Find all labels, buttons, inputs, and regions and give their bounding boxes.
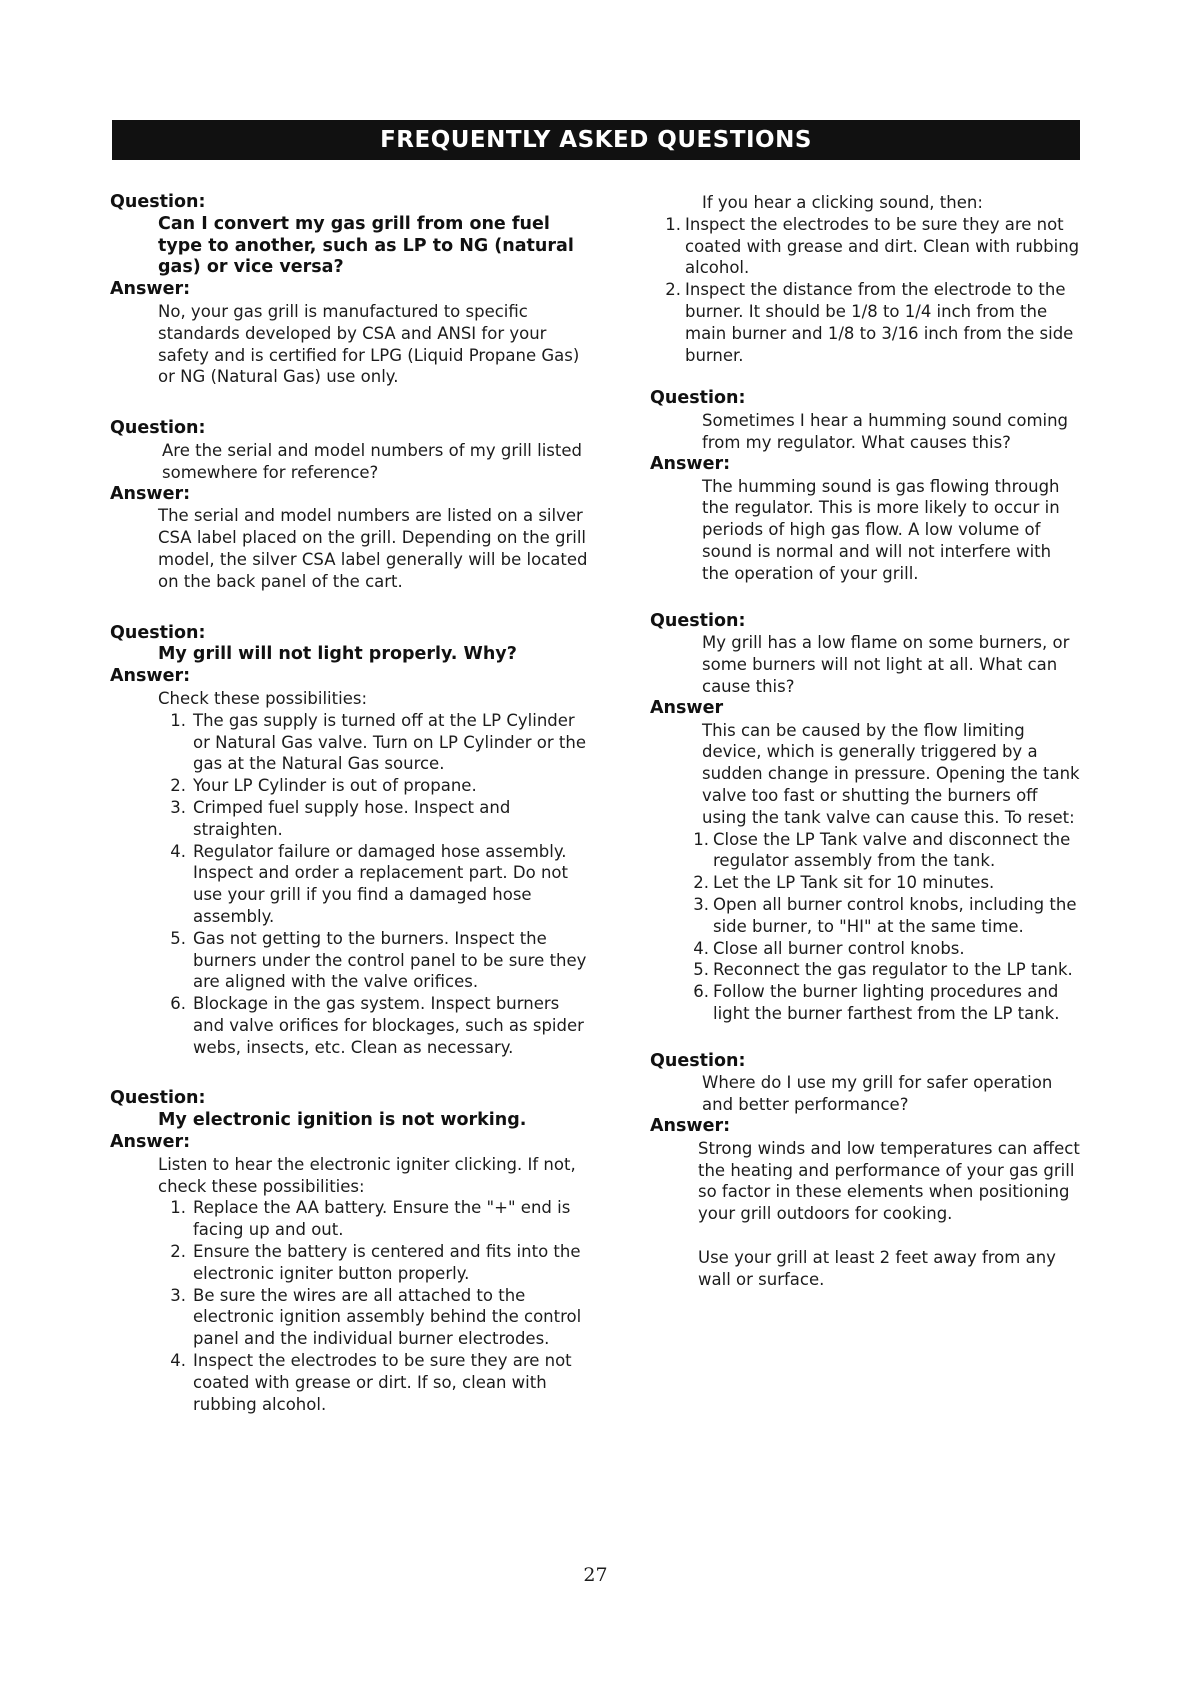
answer-label: Answer:	[110, 1132, 191, 1153]
page-title-banner: FREQUENTLY ASKED QUESTIONS	[112, 120, 1080, 160]
list-item: 1. Replace the AA battery. Ensure the "+" end is facing up and out.	[170, 1198, 571, 1240]
question-label: Question:	[650, 388, 746, 409]
possibilities-list	[170, 710, 590, 1059]
question-label: Question:	[110, 622, 206, 643]
answer-label: Answer:	[650, 1116, 731, 1137]
faq-item-fuel-conversion	[110, 192, 590, 388]
list-item: 1. Inspect the electrodes to be sure they are not coated with grease and dirt. Clean with rubbing alcohol.	[665, 214, 1080, 278]
answer-intro: Check these possibilities:	[158, 688, 368, 708]
continued-intro: If you hear a clicking sound, then:	[702, 193, 983, 212]
question-label: Question:	[110, 1088, 206, 1109]
faq-item-serial-numbers	[110, 418, 590, 592]
answer-label: Answer:	[110, 483, 191, 504]
right-column	[650, 192, 1080, 1313]
list-item: 2. Ensure the battery is centered and fits into the electronic igniter button properly.	[170, 1242, 581, 1283]
faq-item-grill-placement	[650, 1051, 1080, 1291]
answer-label: Answer:	[650, 453, 731, 474]
faq-item-electronic-ignition	[110, 1088, 590, 1415]
list-item: 4. Regulator failure or damaged hose assembly. Inspect and order a replacement part. Do not use your grill if you find a damaged hose assembly.	[170, 841, 568, 926]
list-item: 3. Open all burner control knobs, including the side burner, to "HI" at the same time.	[693, 894, 1077, 936]
list-item: 4. Close all burner control knobs.	[693, 938, 965, 958]
answer-label: Answer:	[110, 279, 191, 300]
list-item: 1. Close the LP Tank valve and disconnect the regulator assembly from the tank.	[693, 829, 1071, 871]
list-item: 2. Inspect the distance from the electrode to the burner. It should be 1/8 to 1/4 inch from the main burner and 1/8 to 3/16 inch from the side burner.	[665, 280, 1074, 365]
answer-text: No, your gas grill is manufactured to specific standards developed by CSA and ANSI for your safety and is certified for LPG (Liquid Propane Gas) or NG (Natural Gas) use only.	[158, 301, 580, 387]
answer-text: The serial and model numbers are listed on a silver CSA label placed on the grill. Depending on the grill model, the silver CSA label generally will be located on the back panel of the cart.	[158, 506, 588, 591]
faq-item-low-flame	[650, 611, 1080, 1025]
question-text: Can I convert my gas grill from one fuel type to another, such as LP to NG (natural gas) or vice versa?	[158, 213, 574, 278]
list-item: 3. Be sure the wires are all attached to the electronic ignition assembly behind the control panel and the individual burner electrodes.	[170, 1285, 582, 1349]
list-item: 2. Let the LP Tank sit for 10 minutes.	[693, 873, 995, 893]
faq-item-grill-not-lighting	[110, 623, 590, 1059]
question-label: Question:	[110, 192, 206, 212]
continued-list	[665, 214, 1080, 367]
list-item: 1. The gas supply is turned off at the LP Cylinder or Natural Gas valve. Turn on LP Cylinder or the gas at the Natural Gas source.	[170, 710, 587, 774]
list-item: 6. Blockage in the gas system. Inspect burners and valve orifices for blockages, such as spider webs, insects, etc. Clean as necessary.	[170, 994, 584, 1057]
possibilities-list	[170, 1197, 590, 1415]
answer-text: Strong winds and low temperatures can affect the heating and performance of your gas grill so factor in these elements when positioning your grill outdoors for cooking.	[698, 1138, 1080, 1224]
question-text: My grill has a low flame on some burners, or some burners will not light at all. What can cause this?	[702, 633, 1070, 696]
list-item: 5. Reconnect the gas regulator to the LP tank.	[693, 960, 1073, 980]
answer-text: This can be caused by the flow limiting device, which is generally triggered by a sudden change in pressure. Opening the tank valve too fast or shutting the burners off using the tank valve can cause this. To reset:	[702, 720, 1080, 827]
list-item: 6. Follow the burner lighting procedures and light the burner farthest from the LP tank.	[693, 982, 1060, 1023]
left-column	[110, 192, 590, 1437]
question-label: Question:	[650, 610, 746, 631]
answer-text: Use your grill at least 2 feet away from any wall or surface.	[698, 1248, 1056, 1289]
question-label: Question:	[110, 418, 206, 439]
list-item: 2. Your LP Cylinder is out of propane.	[170, 776, 477, 796]
list-item: 3. Crimped fuel supply hose. Inspect and straighten.	[170, 797, 511, 839]
reset-steps-list	[693, 829, 1080, 1025]
question-text: My electronic ignition is not working.	[158, 1110, 527, 1131]
answer-text: The humming sound is gas flowing through the regulator. This is more likely to occur in periods of high gas flow. A low volume of sound is normal and will not interfere with the operation of your grill.	[702, 476, 1060, 583]
question-text: My grill will not light properly. Why?	[158, 644, 517, 665]
question-text: Where do I use my grill for safer operation and better performance?	[702, 1073, 1053, 1115]
page-number: 27	[583, 1564, 608, 1586]
question-text: Are the serial and model numbers of my grill listed somewhere for reference?	[162, 440, 582, 482]
faq-item-clicking-continued	[650, 192, 1080, 366]
answer-intro: Listen to hear the electronic igniter clicking. If not, check these possibilities:	[158, 1154, 576, 1196]
answer-label: Answer	[650, 697, 724, 718]
list-item: 5. Gas not getting to the burners. Inspect the burners under the control panel to be sure they are aligned with the valve orifices.	[170, 928, 587, 992]
question-label: Question:	[650, 1050, 746, 1071]
faq-item-humming-sound	[650, 388, 1080, 584]
answer-label: Answer:	[110, 666, 191, 687]
list-item: 4. Inspect the electrodes to be sure they are not coated with grease or dirt. If so, clean with rubbing alcohol.	[170, 1351, 572, 1414]
question-text: Sometimes I hear a humming sound coming from my regulator. What causes this?	[702, 411, 1069, 452]
